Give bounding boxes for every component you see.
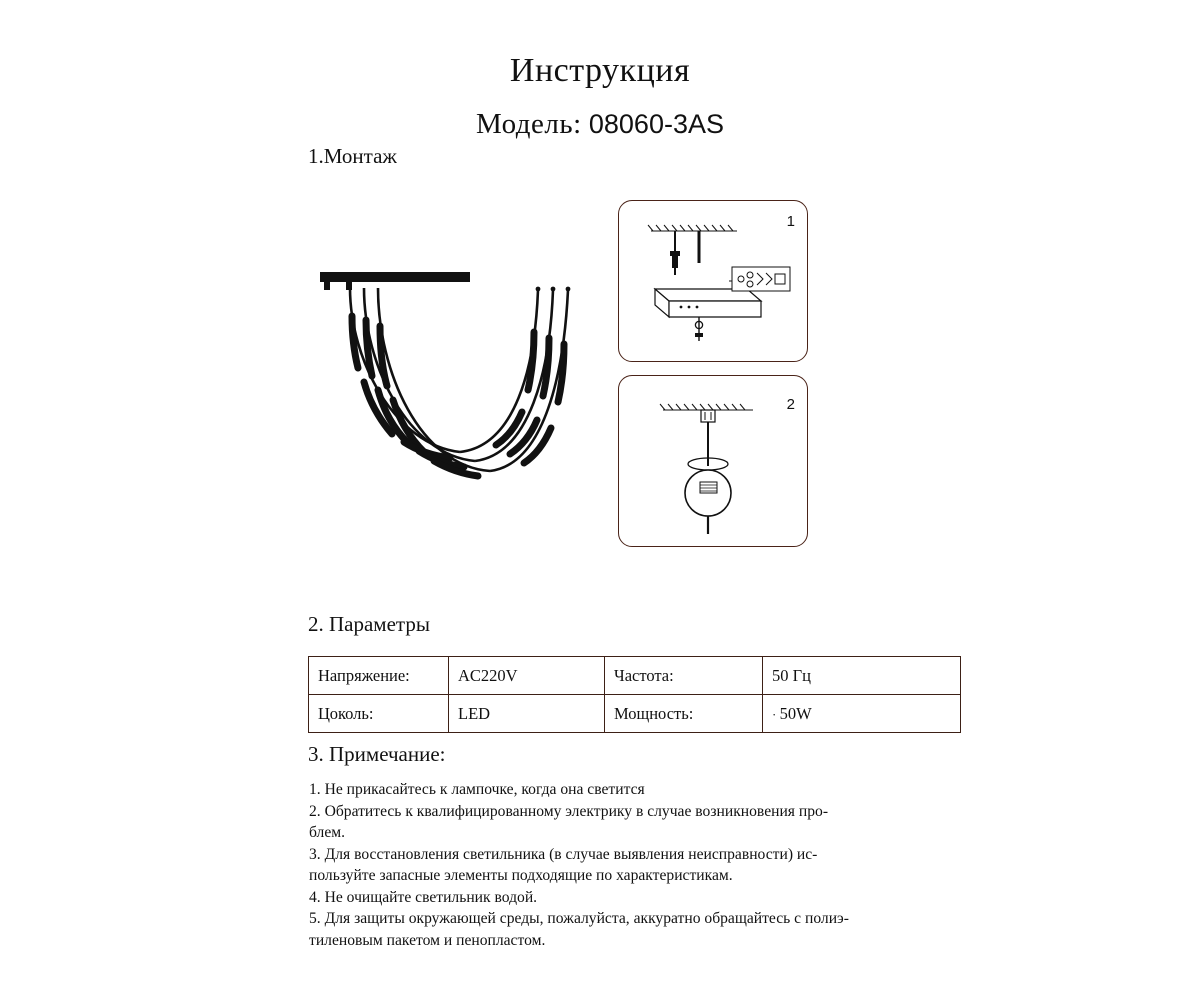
note-line: 2. Обратитесь к квалифицированному электрику в случае возникновения про- [309,802,829,820]
note-line: пользуйте запасные элементы подходящие по характеристикам. [309,867,733,884]
note-line: 1. Не прикасайтесь к лампочке, когда она светится [309,781,645,798]
note-line: блем. [309,824,346,841]
lamp-illustration-svg [300,240,600,540]
section-heading-params: 2. Параметры [308,612,430,636]
model-line [0,108,1200,141]
step-number-2: 2 [786,396,795,413]
note-line: 4. Не очищайте светильник водой. [309,888,538,906]
section-heading-notes: 3. Примечание: [308,742,446,766]
param-key-frequency: Частота: [605,657,763,695]
note-line: 3. Для восстановления светильника (в случае выявления неисправности) ис- [309,845,818,863]
param-value-frequency: 50 Гц [763,657,961,695]
mount-step-2-diagram [619,376,806,545]
mount-step-1-diagram [619,201,806,360]
param-key-socket: Цоколь: [309,695,449,733]
table-row [309,695,961,733]
mount-step-1-box [618,200,808,362]
model-value: 08060-3AS [588,109,724,139]
parameters-table [308,656,961,733]
model-label: Модель: [476,108,582,140]
mount-step-2-box [618,375,808,547]
note-line: 5. Для защиты окружающей среды, пожалуйста, аккуратно обращайтесь с полиэ- [309,910,849,927]
param-key-voltage: Напряжение: [309,657,449,695]
param-value-socket: LED [449,695,605,733]
note-line: тиленовым пакетом и пенопластом. [309,931,546,949]
param-value-power: · 50W [763,695,961,733]
param-value-voltage: AC220V [449,657,605,695]
page-title: Инструкция [509,52,691,89]
step-number-1: 1 [786,213,795,230]
table-row [309,657,961,695]
lamp-illustration [300,240,600,540]
section-heading-mount: 1.Монтаж [308,144,397,168]
param-key-power: Мощность: [605,695,763,733]
notes-list [309,780,909,952]
